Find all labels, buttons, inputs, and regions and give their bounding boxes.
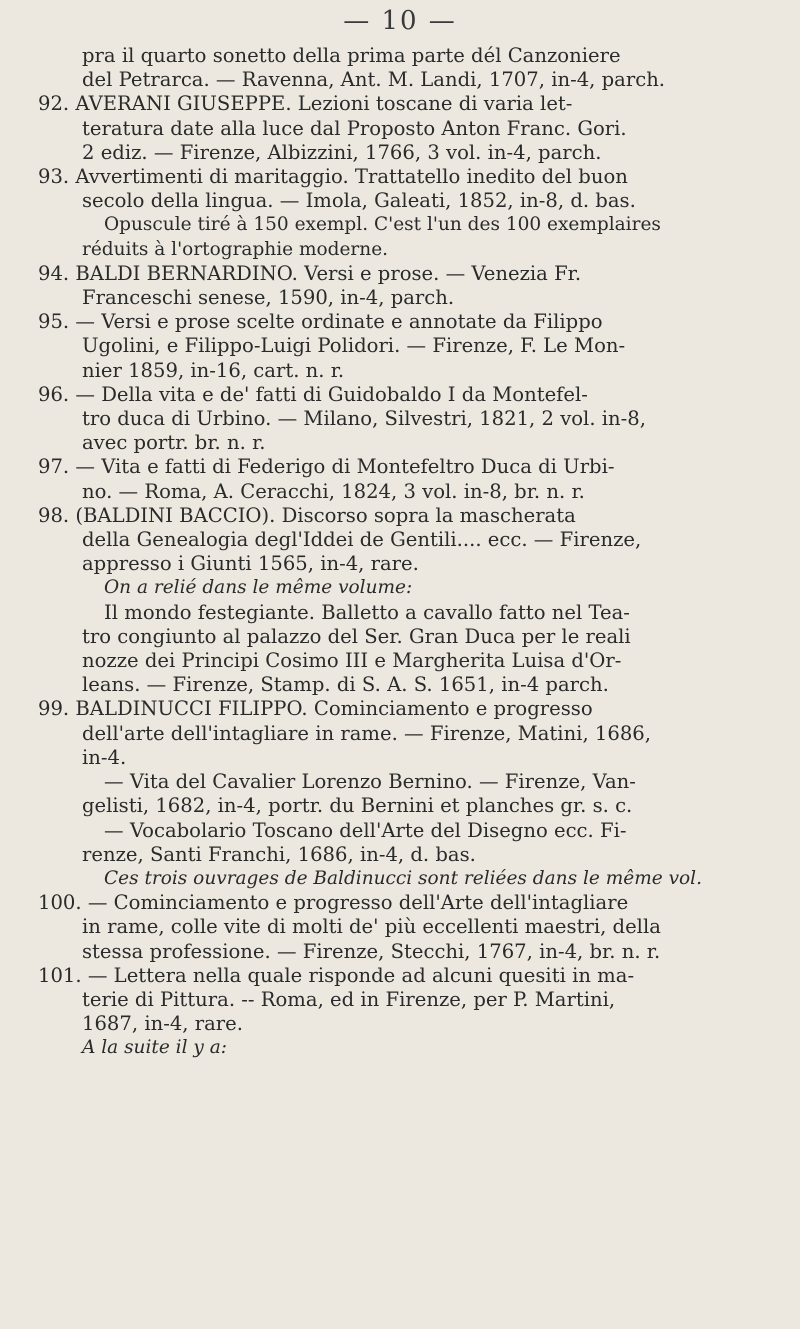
text-line: teratura date alla luce dal Proposto Anton Franc. Gori. <box>82 116 627 140</box>
intro-continuation <box>38 44 788 92</box>
entry-98 <box>38 504 788 577</box>
entry-98-sub <box>38 601 788 698</box>
entry-101-note <box>38 1036 788 1060</box>
entry-heading-line: 95. — Versi e prose scelte ordinate e annotate da Filippo <box>38 310 603 334</box>
text-line: no. — Roma, A. Ceracchi, 1824, 3 vol. in-8, br. n. r. <box>82 479 585 503</box>
entry-heading-line: 93. Avvertimenti di maritaggio. Trattatello inedito del buon <box>38 165 628 189</box>
text-line: Franceschi senese, 1590, in-4, parch. <box>82 286 455 310</box>
entry-heading-line: 92. AVERANI GIUSEPPE. Lezioni toscane di varia let- <box>38 92 573 116</box>
text-line: pra il quarto sonetto della prima parte dél Canzoniere <box>82 44 621 67</box>
text-line: Ugolini, e Filippo-Luigi Polidori. — Firenze, F. Le Mon- <box>82 334 626 358</box>
entry-heading-line: 99. BALDINUCCI FILIPPO. Cominciamento e progresso <box>38 697 593 721</box>
note-line: On a relié dans le même volume: <box>104 577 413 599</box>
text-line: gelisti, 1682, in-4, portr. du Bernini et planches gr. s. c. <box>82 794 633 818</box>
note-line: Ces trois ouvrages de Baldinucci sont reliées dans le même vol. <box>104 867 702 889</box>
text-line: leans. — Firenze, Stamp. di S. A. S. 1651, in-4 parch. <box>82 673 609 697</box>
text-line: secolo della lingua. — Imola, Galeati, 1852, in-8, d. bas. <box>82 189 636 213</box>
text-line: tro duca di Urbino. — Milano, Silvestri, 1821, 2 vol. in-8, <box>82 407 646 431</box>
entry-99-note <box>38 867 788 891</box>
text-line: 1687, in-4, rare. <box>82 1012 243 1036</box>
note-line: réduits à l'ortographie moderne. <box>82 238 389 260</box>
entry-97 <box>38 455 788 503</box>
text-line: stessa professione. — Firenze, Stecchi, 1767, in-4, br. n. r. <box>82 939 661 963</box>
text-line: in-4. <box>82 745 127 769</box>
entry-99-sub-vita <box>38 770 788 818</box>
entry-heading-line: 101. — Lettera nella quale risponde ad alcuni quesiti in ma- <box>38 963 635 987</box>
text-line: in rame, colle vite di molti de' più eccellenti maestri, della <box>82 915 661 939</box>
note-line: Opuscule tiré à 150 exempl. C'est l'un des 100 exemplaires <box>104 214 661 236</box>
entry-95 <box>38 310 788 383</box>
text-line: del Petrarca. — Ravenna, Ant. M. Landi, 1707, in-4, parch. <box>82 68 666 92</box>
entry-94 <box>38 262 788 310</box>
entry-99 <box>38 697 788 770</box>
entry-heading-line: 97. — Vita e fatti di Federigo di Montefeltro Duca di Urbi- <box>38 455 615 479</box>
entry-93-note <box>38 213 788 261</box>
entry-98-note <box>38 576 788 600</box>
text-line: renze, Santi Franchi, 1686, in-4, d. bas. <box>82 842 476 866</box>
text-line: — Vita del Cavalier Lorenzo Bernino. — Firenze, Van- <box>104 770 636 794</box>
entry-92 <box>38 92 788 165</box>
entry-heading-line: 96. — Della vita e de' fatti di Guidobaldo I da Montefel- <box>38 382 588 406</box>
page-number: — 10 — <box>343 6 457 36</box>
text-line: nier 1859, in-16, cart. n. r. <box>82 358 345 382</box>
text-line: dell'arte dell'intagliare in rame. — Firenze, Matini, 1686, <box>82 721 652 745</box>
entry-heading-line: 94. BALDI BERNARDINO. Versi e prose. — Venezia Fr. <box>38 261 582 285</box>
text-line: della Genealogia degl'Iddei de Gentili.... ecc. — Firenze, <box>82 528 642 552</box>
text-line: avec portr. br. n. r. <box>82 431 266 455</box>
entry-93 <box>38 165 788 213</box>
text-line: appresso i Giunti 1565, in-4, rare. <box>82 552 419 576</box>
text-line: tro congiunto al palazzo del Ser. Gran Duca per le reali <box>82 624 631 648</box>
entry-99-sub-vocabolario <box>38 819 788 867</box>
entry-101 <box>38 964 788 1037</box>
text-line: — Vocabolario Toscano dell'Arte del Disegno ecc. Fi- <box>104 818 627 842</box>
text-line: 2 ediz. — Firenze, Albizzini, 1766, 3 vol. in-4, parch. <box>82 140 602 164</box>
entry-heading-line: 98. (BALDINI BACCIO). Discorso sopra la mascherata <box>38 503 576 527</box>
catalogue-entries <box>38 44 788 1061</box>
entry-heading-line: 100. — Cominciamento e progresso dell'Arte dell'intagliare <box>38 891 629 915</box>
text-line: Il mondo festegiante. Balletto a cavallo fatto nel Tea- <box>104 600 630 624</box>
entry-100 <box>38 891 788 964</box>
entry-96 <box>38 383 788 456</box>
text-line: terie di Pittura. -- Roma, ed in Firenze, per P. Martini, <box>82 987 616 1011</box>
text-line: nozze dei Principi Cosimo III e Margherita Luisa d'Or- <box>82 649 622 673</box>
note-line: A la suite il y a: <box>82 1037 227 1059</box>
